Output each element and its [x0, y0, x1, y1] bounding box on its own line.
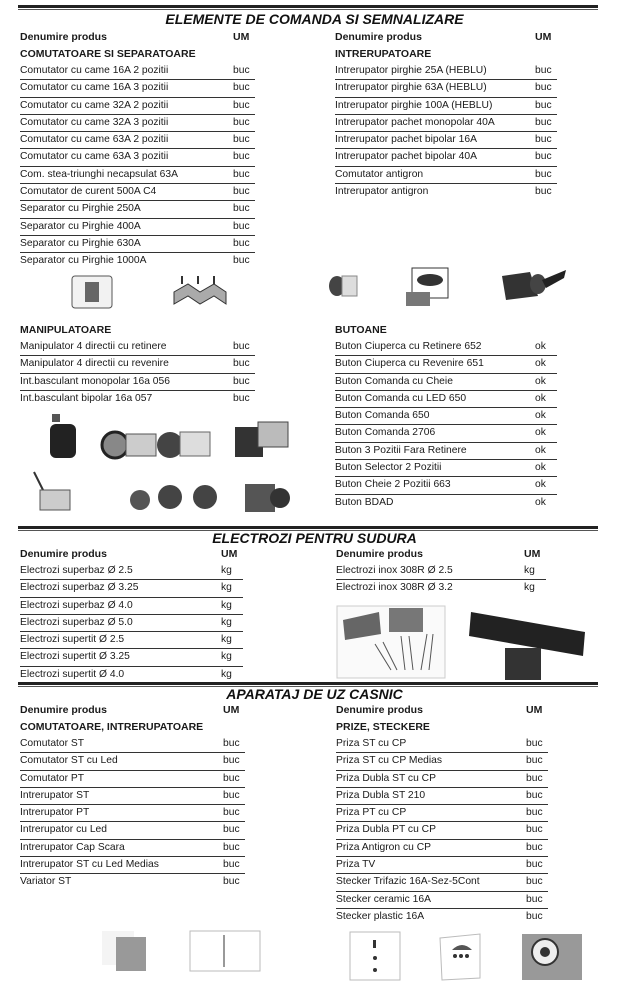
table-row [20, 132, 255, 149]
product-name: Comutator cu came 16A 2 pozitii [20, 65, 169, 76]
product-name: Comutator cu came 63A 3 pozitii [20, 151, 169, 163]
product-name: Intrerupator PT [20, 807, 90, 819]
table-row [335, 98, 557, 115]
product-um: ok [535, 358, 546, 370]
table-header [336, 702, 548, 719]
table-electrozi-right [336, 546, 546, 598]
table-row [335, 408, 557, 425]
product-um: kg [221, 616, 232, 628]
product-name: Priza ST cu CP [336, 738, 407, 749]
product-name: Separator cu Pirghie 630A [20, 237, 141, 249]
product-um: ok [535, 410, 546, 422]
product-name: Priza PT cu CP [336, 807, 407, 819]
table-header [336, 546, 546, 563]
product-name: Electrozi superbaz Ø 3.25 [20, 582, 139, 594]
table-row [335, 443, 557, 460]
table-row [20, 374, 255, 391]
table-row [20, 201, 255, 218]
product-um: kg [221, 582, 232, 594]
table-aparataj-left [20, 702, 245, 892]
household-switches-image [98, 925, 273, 975]
header-um: UM [233, 31, 250, 43]
table-row [336, 857, 548, 874]
product-um: buc [223, 755, 240, 767]
product-um: buc [233, 392, 250, 404]
buttons-image [30, 412, 295, 517]
product-um: buc [526, 772, 543, 784]
product-name: Stecker plastic 16A [336, 910, 425, 922]
product-name: Comutator cu came 32A 2 pozitii [20, 99, 169, 111]
table-row [335, 495, 557, 512]
table-row [335, 149, 557, 166]
table-row [20, 167, 255, 184]
product-um: buc [233, 151, 250, 163]
table-electrozi-left [20, 546, 243, 684]
product-um: buc [233, 99, 250, 111]
table-header [335, 29, 557, 46]
product-name: Buton Cheie 2 Pozitii 663 [335, 479, 451, 491]
product-name: Comutator ST cu Led [20, 755, 118, 767]
product-name: Intrerupator ST cu Led Medias [20, 859, 159, 871]
product-name: Comutator de curent 500A C4 [20, 186, 157, 198]
table-row [20, 736, 245, 753]
table-row [20, 339, 255, 356]
group-title: INTRERUPATOARE [335, 48, 432, 60]
table-manipulatoare [20, 322, 255, 408]
group-title: PRIZE, STECKERE [336, 721, 430, 733]
table-row [20, 805, 245, 822]
product-um: buc [233, 186, 250, 198]
product-name: Intrerupator Cap Scara [20, 841, 125, 853]
product-name: Intrerupator ST [20, 789, 90, 801]
product-um: kg [221, 565, 232, 576]
section-title-comanda: ELEMENTE DE COMANDA SI SEMNALIZARE [165, 11, 464, 27]
product-um: buc [535, 168, 552, 180]
product-um: kg [221, 668, 232, 680]
electrodes-image [335, 604, 600, 682]
table-row [20, 63, 255, 80]
product-name: Intrerupator pachet bipolar 16A [335, 134, 477, 146]
product-name: Electrozi inox 308R Ø 2.5 [336, 565, 453, 576]
table-row [20, 391, 255, 408]
product-um: ok [535, 341, 546, 352]
group-title: COMUTATOARE SI SEPARATOARE [20, 48, 196, 60]
header-um: UM [526, 704, 543, 716]
table-row [20, 649, 243, 666]
product-name: Electrozi supertit Ø 2.5 [20, 634, 125, 646]
table-intrerupatoare [335, 29, 557, 201]
table-header [20, 29, 255, 46]
product-name: Electrozi inox 308R Ø 3.2 [336, 582, 453, 594]
table-row [20, 598, 243, 615]
table-row [20, 615, 243, 632]
table-row [335, 425, 557, 442]
table-row [20, 236, 255, 253]
product-um: buc [526, 910, 543, 922]
product-um: buc [223, 807, 240, 819]
table-row [336, 788, 548, 805]
table-row [20, 753, 245, 770]
product-name: Buton BDAD [335, 496, 394, 508]
product-name: Intrerupator antigron [335, 186, 429, 198]
table-row [335, 132, 557, 149]
product-um: buc [526, 893, 543, 905]
product-name: Intrerupator pirghie 25A (HEBLU) [335, 65, 487, 76]
product-name: Intrerupator pirghie 100A (HEBLU) [335, 99, 493, 111]
product-um: buc [223, 738, 240, 749]
table-comutatoare [20, 29, 255, 271]
header-name: Denumire produs [20, 31, 107, 43]
product-name: Buton Comanda cu LED 650 [335, 392, 467, 404]
table-row [336, 909, 548, 926]
product-name: Comutator antigron [335, 168, 424, 180]
product-name: Int.basculant monopolar 16a 056 [20, 375, 170, 387]
table-row [335, 63, 557, 80]
lever-switch-image [322, 262, 362, 307]
product-um: buc [526, 876, 543, 888]
table-row [20, 356, 255, 373]
table-row [20, 115, 255, 132]
product-name: Buton Ciuperca cu Retinere 652 [335, 341, 482, 352]
table-row [336, 840, 548, 857]
table-row [336, 736, 548, 753]
product-um: buc [526, 789, 543, 801]
table-row [335, 477, 557, 494]
table-header [20, 702, 245, 719]
rotary-switch-image [402, 262, 454, 310]
table-row [336, 563, 546, 580]
header-name: Denumire produs [336, 548, 423, 560]
product-um: buc [233, 237, 250, 249]
product-name: Priza Dubla PT cu CP [336, 824, 436, 836]
product-um: kg [221, 651, 232, 663]
table-row [20, 580, 243, 597]
table-row [20, 857, 245, 874]
product-um: kg [524, 582, 535, 594]
table-row [20, 771, 245, 788]
product-um: buc [223, 824, 240, 836]
table-row [336, 892, 548, 909]
group-title: COMUTATOARE, INTRERUPATOARE [20, 721, 204, 733]
table-butoane [335, 322, 557, 512]
header-um: UM [535, 31, 552, 43]
product-name: Comutator ST [20, 738, 85, 749]
product-um: buc [233, 220, 250, 232]
product-um: buc [535, 134, 552, 146]
product-name: Intrerupator cu Led [20, 824, 108, 836]
product-um: buc [535, 65, 552, 76]
product-name: Priza Dubla ST cu CP [336, 772, 436, 784]
product-name: Manipulator 4 directii cu revenire [20, 358, 169, 370]
product-um: kg [524, 565, 535, 576]
product-name: Electrozi superbaz Ø 4.0 [20, 599, 133, 611]
product-um: kg [221, 599, 232, 611]
table-row [336, 805, 548, 822]
product-name: Comutator cu came 63A 2 pozitii [20, 134, 169, 146]
product-name: Priza ST cu CP Medias [336, 755, 443, 767]
product-um: ok [535, 462, 546, 474]
table-row [335, 374, 557, 391]
header-um: UM [221, 548, 238, 560]
product-name: Buton Selector 2 Pozitii [335, 462, 442, 474]
product-name: Stecker ceramic 16A [336, 893, 431, 905]
table-row [20, 874, 245, 891]
product-name: Comutator PT [20, 772, 85, 784]
product-um: buc [526, 755, 543, 767]
product-um: buc [233, 203, 250, 215]
product-name: Separator cu Pirghie 400A [20, 220, 141, 232]
table-row [20, 253, 255, 270]
header-name: Denumire produs [20, 548, 107, 560]
product-name: Priza Dubla ST 210 [336, 789, 426, 801]
product-name: Comutator cu came 16A 3 pozitii [20, 82, 169, 94]
header-name: Denumire produs [335, 31, 422, 43]
product-um: ok [535, 427, 546, 439]
header-um: UM [223, 704, 240, 716]
product-um: buc [526, 807, 543, 819]
product-name: Manipulator 4 directii cu retinere [20, 341, 167, 352]
product-um: buc [526, 738, 543, 749]
product-name: Electrozi supertit Ø 4.0 [20, 668, 125, 680]
product-name: Buton Comanda 650 [335, 410, 430, 422]
product-um: ok [535, 479, 546, 491]
product-name: Electrozi supertit Ø 3.25 [20, 651, 130, 663]
product-um: buc [535, 82, 552, 94]
toggle-switch-image [500, 266, 570, 306]
product-um: ok [535, 392, 546, 404]
table-row [335, 167, 557, 184]
product-um: buc [223, 772, 240, 784]
product-um: buc [535, 116, 552, 128]
table-row [20, 822, 245, 839]
product-name: Electrozi superbaz Ø 5.0 [20, 616, 133, 628]
product-um: buc [535, 186, 552, 198]
product-um: buc [223, 789, 240, 801]
product-name: Separator cu Pirghie 250A [20, 203, 141, 215]
section-divider [18, 5, 598, 10]
table-header [20, 546, 243, 563]
table-row [336, 753, 548, 770]
product-um: buc [223, 841, 240, 853]
group-title: MANIPULATOARE [20, 324, 112, 336]
product-um: buc [233, 134, 250, 146]
table-row [335, 80, 557, 97]
table-row [20, 788, 245, 805]
product-um: buc [233, 116, 250, 128]
table-row [335, 339, 557, 356]
product-name: Buton Comanda 2706 [335, 427, 436, 439]
product-um: buc [526, 841, 543, 853]
product-um: buc [233, 358, 250, 370]
sockets-image [340, 928, 588, 984]
product-um: buc [535, 99, 552, 111]
table-aparataj-right [336, 702, 548, 926]
table-row [336, 874, 548, 891]
product-name: Int.basculant bipolar 16a 057 [20, 392, 153, 404]
product-um: ok [535, 444, 546, 456]
table-row [336, 580, 546, 597]
product-name: Priza Antigron cu CP [336, 841, 432, 853]
product-um: ok [535, 496, 546, 508]
product-um: ok [535, 375, 546, 387]
product-um: buc [526, 824, 543, 836]
table-row [20, 184, 255, 201]
product-um: buc [526, 859, 543, 871]
product-name: Intrerupator pachet bipolar 40A [335, 151, 477, 163]
product-um: buc [233, 65, 250, 76]
product-name: Com. stea-triunghi necapsulat 63A [20, 168, 178, 180]
table-row [336, 771, 548, 788]
product-name: Buton Comanda cu Cheie [335, 375, 453, 387]
product-name: Separator cu Pirghie 1000A [20, 255, 147, 267]
table-row [20, 219, 255, 236]
cam-switch-image [68, 272, 118, 312]
table-row [336, 822, 548, 839]
product-name: Intrerupator pachet monopolar 40A [335, 116, 495, 128]
table-row [20, 563, 243, 580]
header-name: Denumire produs [336, 704, 423, 716]
product-um: buc [233, 255, 250, 267]
product-um: buc [233, 82, 250, 94]
table-row [20, 98, 255, 115]
separator-image [170, 272, 230, 314]
product-um: buc [233, 375, 250, 387]
product-um: kg [221, 634, 232, 646]
product-name: Buton 3 Pozitii Fara Retinere [335, 444, 467, 456]
section-title-aparataj: APARATAJ DE UZ CASNIC [226, 686, 403, 702]
product-name: Electrozi superbaz Ø 2.5 [20, 565, 133, 576]
product-name: Comutator cu came 32A 3 pozitii [20, 116, 169, 128]
product-name: Buton Ciuperca cu Revenire 651 [335, 358, 484, 370]
table-row [20, 80, 255, 97]
product-um: buc [535, 151, 552, 163]
table-row [335, 356, 557, 373]
product-um: buc [223, 859, 240, 871]
header-name: Denumire produs [20, 704, 107, 716]
table-row [20, 632, 243, 649]
product-name: Priza TV [336, 859, 376, 871]
product-name: Variator ST [20, 876, 72, 888]
table-row [335, 115, 557, 132]
table-row [335, 184, 557, 201]
header-um: UM [524, 548, 541, 560]
table-row [20, 840, 245, 857]
product-name: Intrerupator pirghie 63A (HEBLU) [335, 82, 487, 94]
product-um: buc [233, 168, 250, 180]
table-row [335, 460, 557, 477]
product-um: buc [223, 876, 240, 888]
section-title-electrozi: ELECTROZI PENTRU SUDURA [212, 530, 417, 546]
group-title: BUTOANE [335, 324, 387, 336]
table-row [20, 149, 255, 166]
product-um: buc [233, 341, 250, 352]
table-row [335, 391, 557, 408]
product-name: Stecker Trifazic 16A-Sez-5Cont [336, 876, 480, 888]
